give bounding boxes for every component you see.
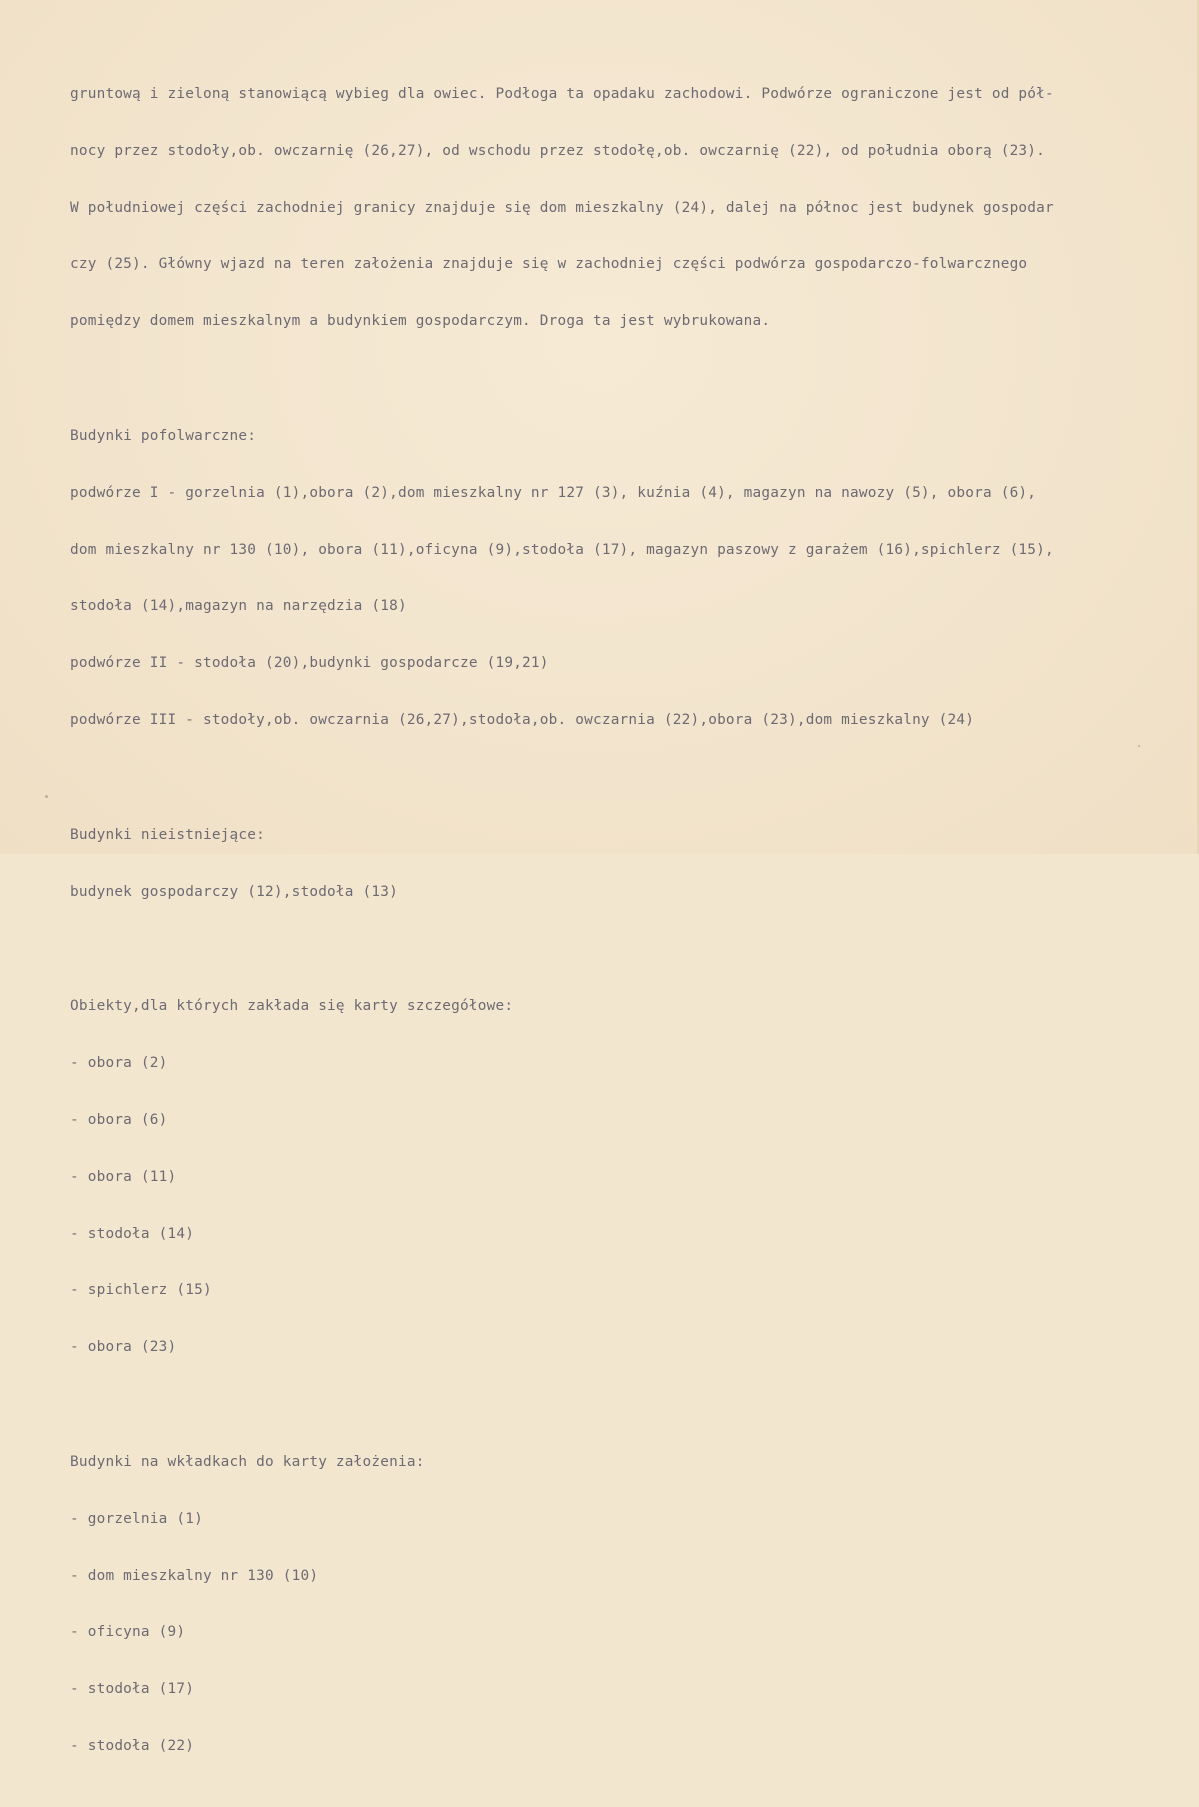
section-heading-nieistniejace: Budynki nieistniejące: [70,826,266,843]
wkladki-item: - stodoła (17) [70,1681,195,1698]
intro-line: gruntową i zieloną stanowiącą wybieg dla owiec. Podłoga ta opadaku zachodowi. Podwórze ograniczone jest od pół- [70,86,1054,102]
karty-item: - obora (23) [70,1339,177,1356]
wkladki-item: - stodoła (22) [70,1737,195,1754]
karty-item: - spichlerz (15) [70,1282,212,1299]
intro-line: W południowej części zachodniej granicy znajduje się dom mieszkalny (24), dalej na północ jest budynek gospodar [70,199,1054,216]
wkladki-item: - oficyna (9) [70,1624,186,1641]
karty-item: - stodoła (14) [70,1225,195,1242]
pofolwarczne-line: dom mieszkalny nr 130 (10), obora (11),oficyna (9),stodoła (17), magazyn paszowy z garażem (16),spichlerz (15), [70,541,1054,558]
wkladki-item: - gorzelnia (1) [70,1510,203,1527]
karty-item: - obora (6) [70,1111,168,1128]
nieistniejace-line: budynek gospodarczy (12),stodoła (13) [70,883,398,900]
document-text [70,34,1195,1807]
karty-item: - obora (11) [70,1168,177,1185]
intro-line: nocy przez stodoły,ob. owczarnię (26,27), od wschodu przez stodołę,ob. owczarnię (22), od południa oborą (23). [70,142,1046,159]
section-heading-wkladki: Budynki na wkładkach do karty założenia: [70,1453,425,1470]
pofolwarczne-line: podwórze I - gorzelnia (1),obora (2),dom mieszkalny nr 127 (3), kuźnia (4), magazyn na nawozy (5), obora (6), [70,484,1037,501]
section-heading-pofolwarczne: Budynki pofolwarczne: [70,427,257,444]
intro-line: czy (25). Główny wjazd na teren założenia znajduje się w zachodniej części podwórza gospodarczo-folwarcznego [70,256,1028,273]
section-heading-karty: Obiekty,dla których zakłada się karty szczegółowe: [70,998,514,1015]
intro-line: pomiędzy domem mieszkalnym a budynkiem gospodarczym. Droga ta jest wybrukowana. [70,313,771,330]
paper-speck [45,795,48,798]
pofolwarczne-line: podwórze III - stodoły,ob. owczarnia (26,27),stodoła,ob. owczarnia (22),obora (23),dom mieszkalny (24) [70,711,975,728]
pofolwarczne-line: podwórze II - stodoła (20),budynki gospodarcze (19,21) [70,655,549,672]
pofolwarczne-line: stodoła (14),magazyn na narzędzia (18) [70,598,407,615]
karty-item: - obora (2) [70,1055,168,1072]
paper-speck [1138,745,1140,747]
wkladki-item: - dom mieszkalny nr 130 (10) [70,1567,319,1584]
